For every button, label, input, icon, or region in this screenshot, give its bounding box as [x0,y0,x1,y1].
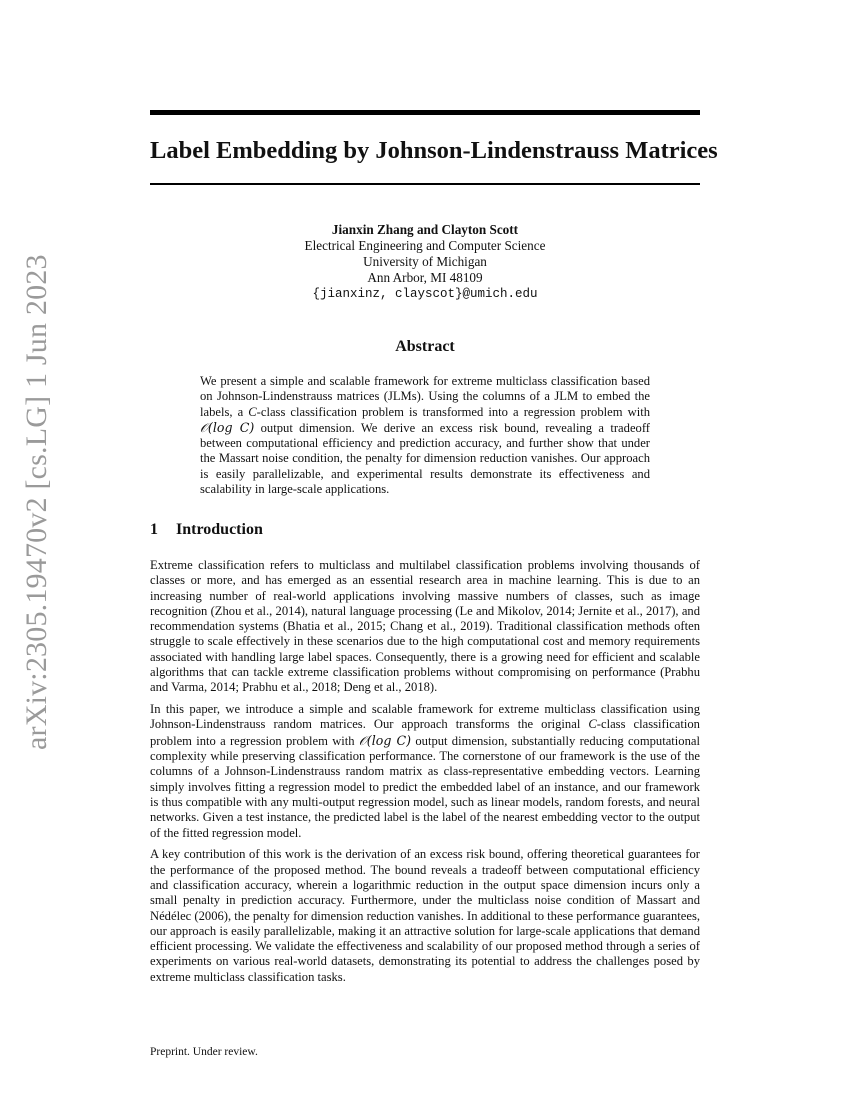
abstract-heading: Abstract [395,338,455,355]
section-title: Introduction [176,521,263,538]
paragraph: In this paper, we introduce a simple and scalable framework for extreme multiclass classification using Johnson-Lindenstrauss random matrices. Our approach transforms the original C-class classification problem into a regression problem with 𝒪(log C) output dimension, substantially reducing computational complexity while preserving classification performance. The cornerstone of our framework is the use of the columns of a Johnson-Lindenstrauss random matrix as class-representative embedding vectors. Learning simply involves fitting a regression model to predict the embedded label of an instance, and our framework is thus compatible with any multi-output regression model, such as linear models, random forests, and neural networks. Given a test instance, the predicted label is the label of the nearest embedding vector to the output of the fitted regression model. [150,702,700,840]
paragraph: A key contribution of this work is the derivation of an excess risk bound, offering theoretical guarantees for the performance of the proposed method. The bound reveals a tradeoff between computational efficiency and classification accuracy, wherein a logarithmic reduction in the output space dimension incurs only a small penalty in prediction accuracy. Furthermore, under the multiclass noise condition of Massart and Nédélec (2006), the penalty for dimension reduction vanishes. In additional to these performance guarantees, our approach is easily parallelizable, making it an attractive solution for large-scale applications that demand efficient processing. We validate the effectiveness and scalability of our proposed method through a series of experiments on various real-world datasets, demonstrating its potential to address the challenges posed by extreme multiclass classification tasks. [150,847,700,984]
paper-title: Label Embedding by Johnson-Lindenstrauss Matrices [150,137,718,164]
footer-note: Preprint. Under review. [150,1046,258,1058]
affiliation-univ: University of Michigan [363,254,487,269]
affiliation-dept: Electrical Engineering and Computer Science [304,238,546,253]
affiliation-city: Ann Arbor, MI 48109 [367,270,483,285]
paragraph: Extreme classification refers to multiclass and multilabel classification problems involving thousands of classes or more, and has emerged as an essential research area in machine learning. This is due to an increasing number of real-world applications involving massive numbers of classes, such as image recognition (Zhou et al., 2014), natural language processing (Le and Mikolov, 2014; Jernite et al., 2017), and recommendation systems (Bhatia et al., 2015; Chang et al., 2019). Traditional classification methods often struggle to scale effectively in these scenarios due to the high computational cost and memory requirements associated with handling large label spaces. Consequently, there is a growing need for efficient and scalable algorithms that can tackle extreme classification problems without compromising on performance (Prabhu and Varma, 2014; Prabhu et al., 2018; Deng et al., 2018). [150,558,700,695]
author-block [150,222,700,302]
title-bottom-rule [150,183,700,185]
arxiv-identifier: arXiv:2305.19470v2 [cs.LG] 1 Jun 2023 [20,254,53,750]
title-top-rule [150,110,700,115]
abstract-text: We present a simple and scalable framework for extreme multiclass classification based on Johnson-Lindenstrauss matrices (JLMs). Using the columns of a JLM to embed the labels, a C-class classification problem is transformed into a regression problem with 𝒪(log C) output dimension. We derive an excess risk bound, revealing a tradeoff between computational efficiency and prediction accuracy, and further show that under the Massart noise condition, the penalty for dimension reduction vanishes. Our approach is easily parallelizable, and experimental results demonstrate its effectiveness and scalability in large-scale applications. [200,374,650,497]
introduction-body [150,558,700,992]
author-names: Jianxin Zhang and Clayton Scott [331,222,519,237]
section-number: 1 [150,521,158,538]
author-email[interactable]: {jianxinz, clayscot}@umich.edu [312,287,538,301]
section-heading-introduction [150,521,263,539]
